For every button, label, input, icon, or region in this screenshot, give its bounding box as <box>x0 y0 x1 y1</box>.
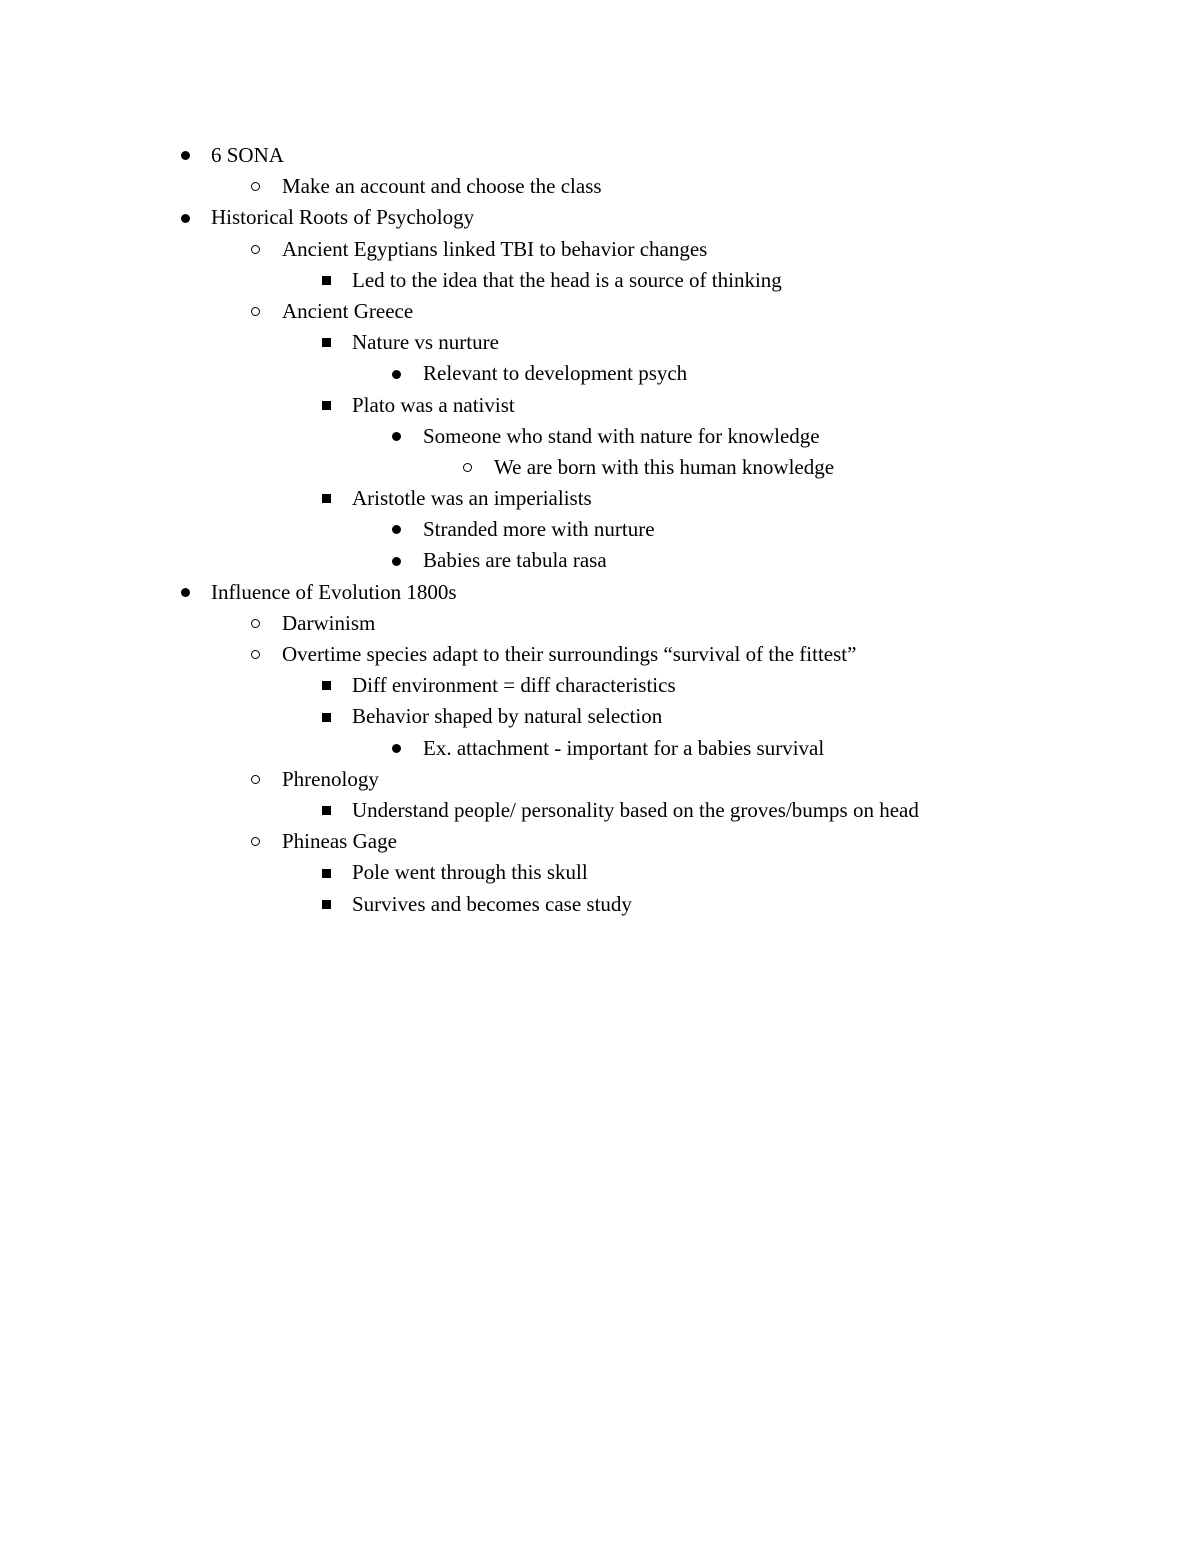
square-bullet-icon <box>322 338 331 347</box>
list-item <box>0 390 1200 421</box>
list-item <box>0 826 1200 857</box>
hollow-circle-bullet-icon <box>463 463 472 472</box>
bullet <box>245 171 265 202</box>
list-item-text: Nature vs nurture <box>352 330 499 355</box>
list-item <box>0 889 1200 920</box>
square-bullet-icon <box>322 806 331 815</box>
bullet <box>245 639 265 670</box>
hollow-circle-bullet-icon <box>251 619 260 628</box>
list-item <box>0 701 1200 732</box>
filled-circle-bullet-icon <box>392 557 401 566</box>
bullet <box>316 390 336 421</box>
bullet <box>316 265 336 296</box>
square-bullet-icon <box>322 869 331 878</box>
hollow-circle-bullet-icon <box>251 650 260 659</box>
list-item-text: Relevant to development psych <box>423 361 688 386</box>
list-item <box>0 296 1200 327</box>
list-item-text: Make an account and choose the class <box>282 174 602 199</box>
list-item <box>0 608 1200 639</box>
square-bullet-icon <box>322 681 331 690</box>
bullet <box>386 358 406 389</box>
filled-circle-bullet-icon <box>392 432 401 441</box>
list-item-text: Led to the idea that the head is a source of thinking <box>352 267 782 292</box>
list-item <box>0 327 1200 358</box>
filled-circle-bullet-icon <box>392 744 401 753</box>
filled-circle-bullet-icon <box>181 214 190 223</box>
hollow-circle-bullet-icon <box>251 837 260 846</box>
list-item <box>0 577 1200 608</box>
list-item-text: Historical Roots of Psychology <box>211 205 475 230</box>
square-bullet-icon <box>322 494 331 503</box>
list-item <box>0 795 1200 826</box>
list-item <box>0 452 1200 483</box>
list-item-text: Pole went through this skull <box>352 860 588 885</box>
list-item <box>0 140 1200 171</box>
bullet <box>175 140 195 171</box>
bullet <box>386 545 406 576</box>
list-item <box>0 234 1200 265</box>
square-bullet-icon <box>322 900 331 909</box>
list-item <box>0 639 1200 670</box>
bullet <box>316 670 336 701</box>
list-item <box>0 202 1200 233</box>
list-item <box>0 545 1200 576</box>
list-item-text: Understand people/ personality based on the groves/bumps on head <box>352 797 919 822</box>
list-item-text: We are born with this human knowledge <box>494 454 835 479</box>
square-bullet-icon <box>322 713 331 722</box>
list-item-text: Someone who stand with nature for knowledge <box>423 423 820 448</box>
bullet <box>245 234 265 265</box>
list-item <box>0 764 1200 795</box>
list-item-text: Aristotle was an imperialists <box>352 486 592 511</box>
bullet <box>316 327 336 358</box>
list-item-text: Behavior shaped by natural selection <box>352 704 663 729</box>
notes-list <box>0 140 1200 920</box>
filled-circle-bullet-icon <box>181 588 190 597</box>
bullet <box>386 514 406 545</box>
list-item <box>0 171 1200 202</box>
list-item-text: Overtime species adapt to their surroundings “survival of the fittest” <box>282 642 857 666</box>
square-bullet-icon <box>322 401 331 410</box>
filled-circle-bullet-icon <box>392 525 401 534</box>
list-item-text: Darwinism <box>282 610 376 635</box>
hollow-circle-bullet-icon <box>251 775 260 784</box>
list-item-text: Survives and becomes case study <box>352 891 632 916</box>
bullet <box>245 764 265 795</box>
bullet <box>245 826 265 857</box>
filled-circle-bullet-icon <box>181 151 190 160</box>
bullet <box>316 795 336 826</box>
list-item <box>0 483 1200 514</box>
bullet <box>386 421 406 452</box>
list-item-text: Babies are tabula rasa <box>423 548 607 573</box>
list-item <box>0 670 1200 701</box>
bullet <box>316 857 336 888</box>
list-item-text: Stranded more with nurture <box>423 517 655 542</box>
bullet <box>175 202 195 233</box>
list-item-text: Phineas Gage <box>282 829 397 854</box>
hollow-circle-bullet-icon <box>251 182 260 191</box>
list-item <box>0 265 1200 296</box>
square-bullet-icon <box>322 276 331 285</box>
list-item <box>0 733 1200 764</box>
list-item-text: Diff environment = diff characteristics <box>352 673 676 698</box>
list-item-text: Ex. attachment - important for a babies survival <box>423 735 825 760</box>
list-item-text: 6 SONA <box>211 143 284 167</box>
list-item <box>0 857 1200 888</box>
hollow-circle-bullet-icon <box>251 245 260 254</box>
bullet <box>457 452 477 483</box>
bullet <box>175 577 195 608</box>
bullet <box>316 889 336 920</box>
bullet <box>316 701 336 732</box>
filled-circle-bullet-icon <box>392 370 401 379</box>
list-item-text: Ancient Egyptians linked TBI to behavior changes <box>282 236 708 261</box>
list-item <box>0 514 1200 545</box>
list-item-text: Ancient Greece <box>282 298 414 323</box>
bullet <box>245 296 265 327</box>
list-item-text: Phrenology <box>282 766 379 791</box>
list-item-text: Influence of Evolution 1800s <box>211 579 457 604</box>
bullet <box>316 483 336 514</box>
bullet <box>245 608 265 639</box>
list-item-text: Plato was a nativist <box>352 392 515 417</box>
list-item <box>0 421 1200 452</box>
bullet <box>386 733 406 764</box>
hollow-circle-bullet-icon <box>251 307 260 316</box>
list-item <box>0 358 1200 389</box>
